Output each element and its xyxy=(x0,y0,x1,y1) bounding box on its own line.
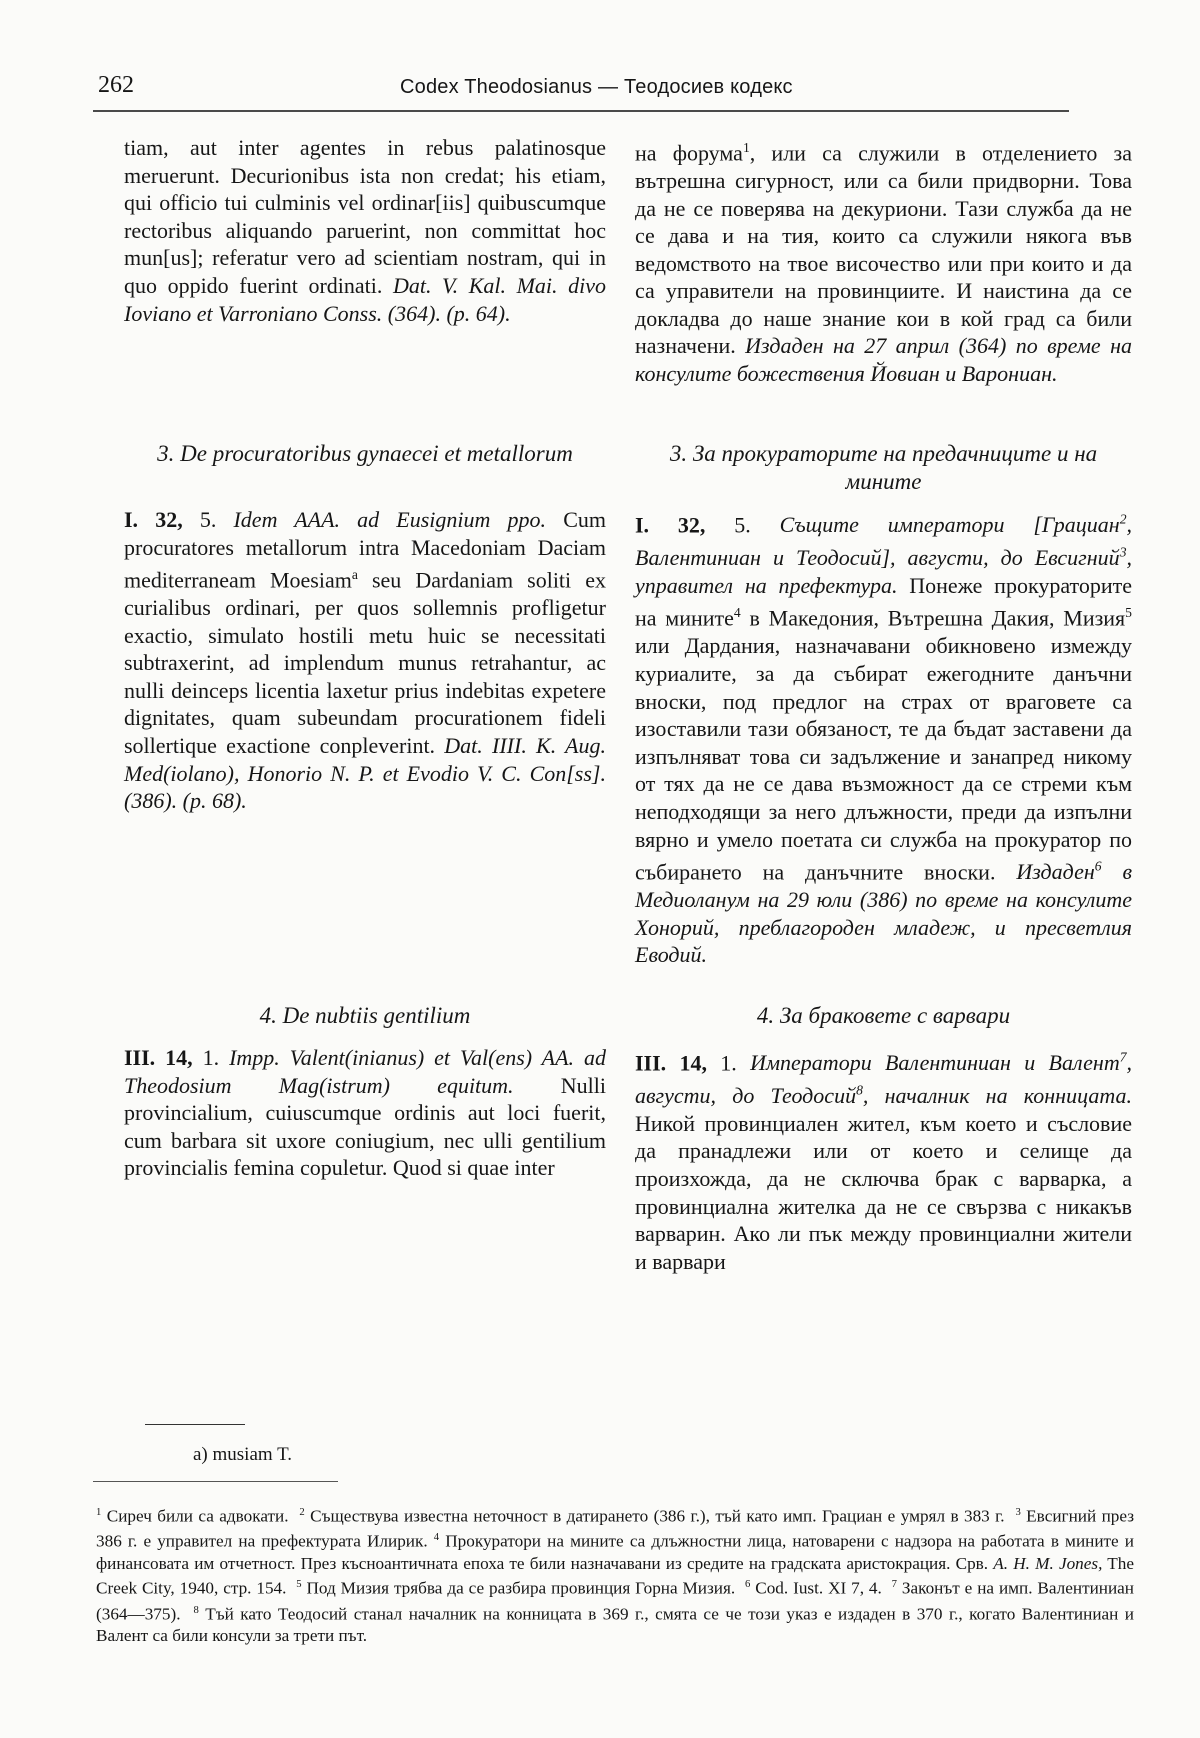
addr4-part-b: , августи, до Теодосий xyxy=(635,1050,1133,1109)
bulgarian-section3-text-a: Понеже прокураторите на мините xyxy=(635,572,1132,631)
addr4-part-c: , началник на конницата. xyxy=(862,1083,1132,1109)
footnote-text-3: Евсигний през 386 г. е управител на префектурата Илирик. xyxy=(96,1506,1135,1552)
footnote-ref-3: 3 xyxy=(1119,544,1127,560)
bulgarian-section4 xyxy=(635,1044,1132,1275)
footnote-ref-5: 5 xyxy=(1125,605,1132,621)
date-part-b: в Медиоланум на 29 юли (386) по време на консулите Хонорий, преблагороден младеж, и пресветлия Еводий. xyxy=(635,859,1132,968)
bulgarian-section3-paragraph xyxy=(635,506,1132,969)
footnote-text-1: Сиреч били са адвокати. xyxy=(101,1506,289,1526)
latin-section4-heading: 4. De nubtiis gentilium xyxy=(259,1003,471,1028)
latin-section3-paragraph xyxy=(124,506,606,815)
bulgarian-intro-text-b: , или са служили в отделението за вътрешна сигурност, или са били придворни. Това да не се поверява на декуриони. Тази служба да не се дава и на тия, които са служили някога във ведомството на твое височество или при които и да са управители на провинциите. И наистина да се докладва до наше знание кои в кой град са били назначени. xyxy=(635,140,1133,359)
footnotes-block xyxy=(96,1502,1134,1647)
latin-intro xyxy=(124,134,606,327)
footnote-num-1: 1 xyxy=(96,1507,102,1518)
addr-part-a: Същите императори [Грациан xyxy=(779,512,1120,538)
latin-intro-paragraph xyxy=(124,134,606,327)
footnote-num-2: 2 xyxy=(299,1507,305,1518)
footnote-ref-6: 6 xyxy=(1094,859,1102,875)
latin-section3-addressee: Idem AAA. ad Eusignium ppo. xyxy=(233,507,547,532)
footnote-ref-7: 7 xyxy=(1119,1050,1127,1065)
addr-part-b: , Валентиниан и Теодосий], августи, до Евсигний xyxy=(635,512,1133,571)
footnote-num-7: 7 xyxy=(891,1579,897,1591)
latin-section3-date: Dat. IIII. K. Aug. Med(iolano), Honorio N. P. et Evodio V. C. Con[ss]. (386). (p. 68). xyxy=(124,733,606,814)
bulgarian-intro-text-a: на форума xyxy=(635,140,743,166)
latin-section3-ref: I. 32, xyxy=(124,507,183,532)
footnote-mark-a: a xyxy=(351,567,358,583)
header-rule xyxy=(93,110,1069,112)
bulgarian-section4-addressee xyxy=(635,1050,1132,1108)
footnote-num-6: 6 xyxy=(745,1579,751,1591)
addr4-part-a: Императори Валентиниан и Валент xyxy=(750,1050,1120,1076)
latin-section4-ref: III. 14, xyxy=(124,1045,193,1070)
footnote-num-5: 5 xyxy=(296,1579,302,1591)
addr-part-c: , управител на префектура. xyxy=(635,545,1132,598)
latin-section4 xyxy=(124,1044,606,1182)
footnote-text-5: Под Мизия трябва да се разбира провинция Горна Мизия. xyxy=(301,1578,736,1598)
latin-section4-addressee: Impp. Valent(inianus) et Val(ens) AA. ad Theodosium Mag(istrum) equitum. xyxy=(124,1045,607,1098)
latin-section3-heading: 3. De procuratoribus gynaecei et metallorum xyxy=(157,441,573,466)
bulgarian-section4-paragraph xyxy=(635,1044,1132,1275)
bulgarian-intro-date: Издаден на 27 април (364) по време на консулите божествения Йовиан и Варониан. xyxy=(635,333,1133,387)
latin-section4-ref-num: 1. xyxy=(202,1045,220,1070)
bulgarian-section3-ref-num: 5. xyxy=(734,512,751,538)
bulgarian-section4-text: Никой провинциален жител, към което и съсловие да пранадлежи или от което и селище да произхожда, да не сключва брак с варварка, а провинциална жителка да не се свързва с никакъв варварин. Ако ли пък между провинциални жители и варвари xyxy=(635,1110,1132,1274)
bulgarian-intro xyxy=(635,134,1132,388)
bulgarian-section4-ref: III. 14, xyxy=(635,1050,707,1076)
footnote-text-4c: The Creek City, 1940, стр. 154. xyxy=(96,1553,1134,1598)
latin-section3-text2: seu Dardaniam soliti ex curialibus ordinari, per quos sollemnis profligetur exactio, simulato hostili metu huic se necessitati subtraxerint, ad implendum munus retrahantur, ac nulli deinceps licentia laxetur prius indebitas expetere dignitates, quam subeundam procurationem fideli sollertique exactione conpleverint. xyxy=(124,567,606,759)
latin-intro-date: Dat. V. Kal. Mai. divo Ioviano et Varroniano Conss. (364). (p. 64). xyxy=(124,272,606,326)
footnote-text-8: Тъй като Теодосий станал началник на конницата в 369 г., смята се че този указ е издаден в 370 г., когато Валентиниан и Валент са били консули за трети път. xyxy=(96,1604,1135,1645)
latin-section3-text: Cum procuratores metallorum intra Macedoniam Daciam mediterraneam Moesiam xyxy=(124,507,606,593)
footnote-num-4: 4 xyxy=(433,1532,440,1544)
page-number: 262 xyxy=(98,72,134,98)
latin-intro-text: tiam, aut inter agentes in rebus palatinosque meruerunt. Decurionibus ista non credat; his etiam, qui officio tui culminis vel ordinar[iis] quibuscumque rectoribus aliquando paruerint, non committat hoc mun[us]; referatur vero ad scientiam nostram, qui in quo oppido fuerint ordinati. xyxy=(124,135,606,298)
footnote-text-4a: Прокуратори на мините са длъжностни лица, натоварени с надзора на работата в мините и финансовата им отчетност. През късноантичната епоха те били назначавани из средите на градската аристокрация. Срв. xyxy=(96,1532,1135,1573)
latin-section3 xyxy=(124,506,606,815)
running-title: Codex Theodosianus — Теодосиев кодекс xyxy=(400,76,793,98)
footnote-num-3: 3 xyxy=(1015,1507,1021,1518)
footnote-ref-4: 4 xyxy=(733,605,741,621)
footnote-ref-8: 8 xyxy=(856,1082,863,1098)
footnote-rule-long xyxy=(93,1481,338,1482)
latin-section4-text: Nulli provincialium, cuiuscumque ordinis aut loci fuerit, cum barbara sit uxore coniugium, nec ulli gentilium provincialis femina copuletur. Quod si quae inter xyxy=(124,1072,606,1181)
footnote-text-4b: A. H. M. Jones, xyxy=(993,1553,1103,1573)
footnote-text-2: Съществува известна неточност в датирането (386 г.), тъй като имп. Грациан е умрял в 383 г. xyxy=(304,1506,1005,1526)
bulgarian-section3 xyxy=(635,506,1132,969)
bulgarian-section4-heading: 4. За браковете с варвари xyxy=(756,1003,1011,1028)
footnote-ref-2: 2 xyxy=(1119,512,1127,527)
bulgarian-section4-ref-num: 1. xyxy=(720,1050,737,1076)
footnote-num-8: 8 xyxy=(193,1604,199,1616)
footnote-rule-short xyxy=(145,1424,245,1425)
bulgarian-section3-text-b: в Македония, Вътрешна Дакия, Мизия xyxy=(740,605,1126,631)
footnote-text-7: Законът е на имп. Валентиниан (364—375). xyxy=(96,1578,1134,1624)
latin-section3-ref-num: 5. xyxy=(199,507,217,532)
footnote-a: a) musiam T. xyxy=(193,1444,293,1465)
latin-section4-paragraph xyxy=(124,1044,606,1182)
bulgarian-section3-ref: I. 32, xyxy=(635,512,706,538)
bulgarian-section3-text-c: или Дардания, назначавани обикновено измежду куриалите, за да събират ежегодните данъчни вноски, под предлог на страх от враговете са изоставили тази обязаност, те да бъдат заставени да изпълняват това си задължение и занапред никому от тях да не се дава възможност да се стреми към неподходящи за него длъжности, преди да изпълни вярно и умело поетата си служба на прокуратор по събирането на данъчните вноски. xyxy=(635,633,1132,885)
footnote-ref-1: 1 xyxy=(742,140,750,155)
page-header xyxy=(70,72,1130,104)
footnote-text-6: Cod. Iust. XI 7, 4. xyxy=(750,1578,882,1598)
date-part-a: Издаден xyxy=(1016,859,1095,885)
bulgarian-intro-paragraph xyxy=(635,134,1132,388)
bulgarian-section3-heading: 3. За прокураторите на предачниците и на мините xyxy=(669,441,1098,494)
